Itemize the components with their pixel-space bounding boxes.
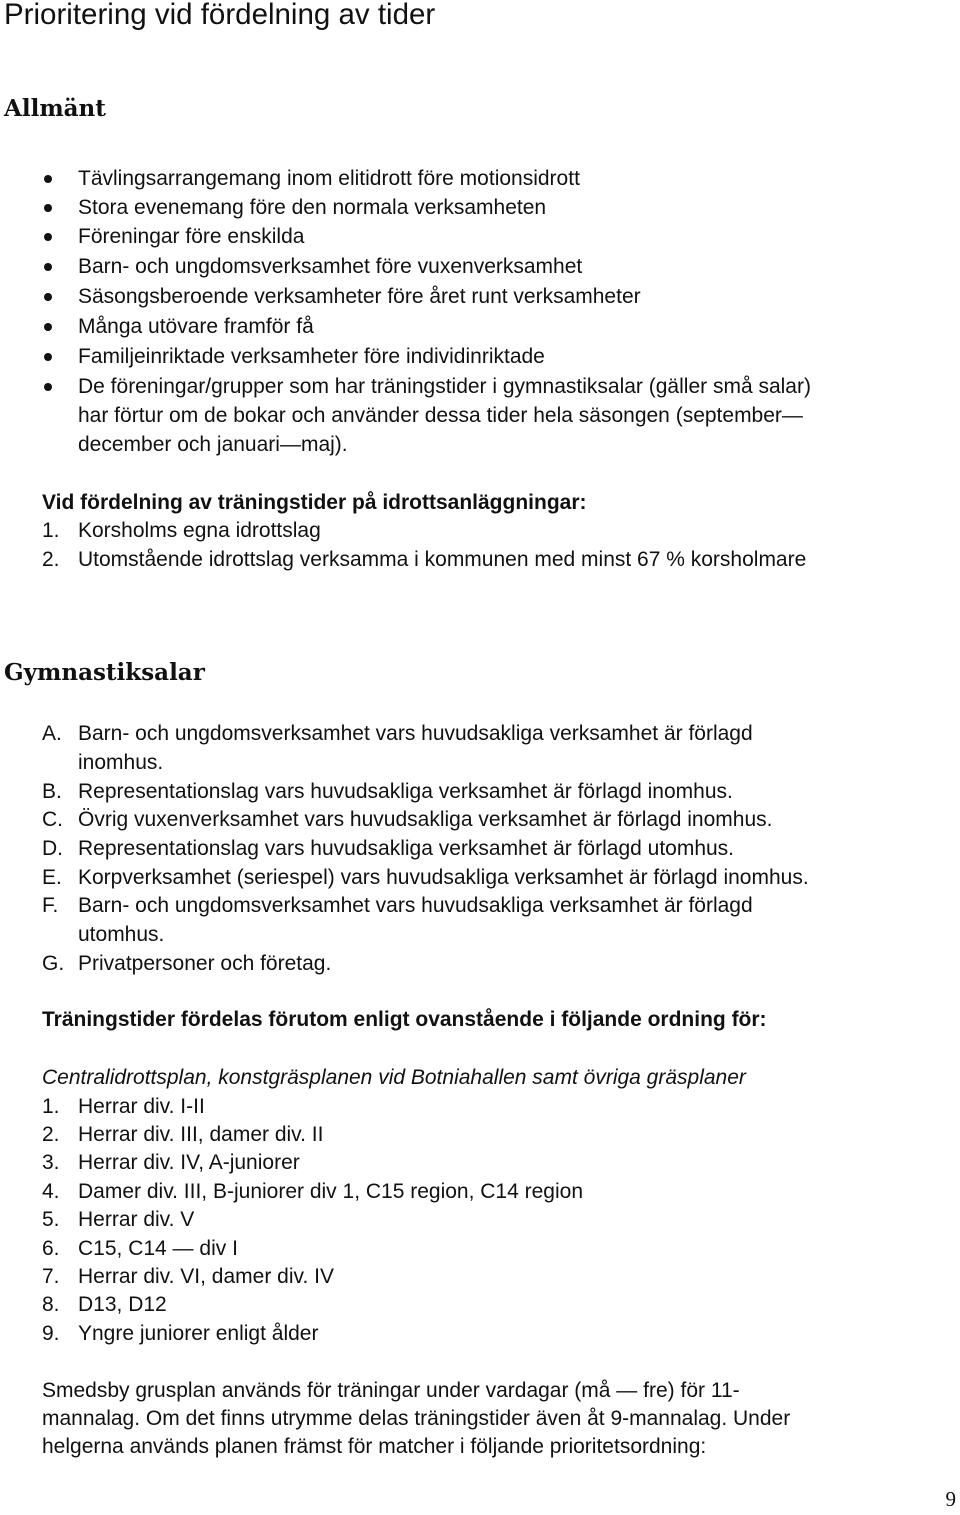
item-text: Herrar div. IV, A-juniorer — [78, 1151, 300, 1174]
item-letter: D. — [42, 837, 63, 860]
bullet-icon — [44, 353, 52, 361]
item-letter: C. — [42, 808, 63, 831]
bullet-text: Barn- och ungdomsverksamhet före vuxenverksamhet — [78, 255, 583, 278]
item-number: 2. — [42, 1123, 60, 1146]
bullet-icon — [44, 175, 52, 183]
item-text-line: inomhus. — [78, 751, 164, 774]
bullet-text: Många utövare framför få — [78, 315, 314, 338]
item-letter: F. — [42, 894, 59, 917]
item-text: Herrar div. VI, damer div. IV — [78, 1265, 334, 1288]
item-text-line: Representationslag vars huvudsakliga verksamhet är förlagd utomhus. — [78, 837, 735, 860]
page-number: 9 — [945, 1487, 956, 1511]
bullet-text: Familjeinriktade verksamheter före individinriktade — [78, 345, 545, 368]
item-letter: G. — [42, 952, 65, 975]
item-number: 9. — [42, 1322, 60, 1345]
item-text-line: Övrig vuxenverksamhet vars huvudsakliga verksamhet är förlagd inomhus. — [78, 808, 773, 831]
bullet-text: Säsongsberoende verksamheter före året runt verksamheter — [78, 285, 641, 308]
subsection-heading-anlaggningar: Vid fördelning av träningstider på idrottsanläggningar: — [42, 491, 587, 514]
bullet-text-line: De föreningar/grupper som har träningstider i gymnastiksalar (gäller små salar) — [78, 375, 811, 398]
bullet-icon — [44, 323, 52, 331]
item-number: 1. — [42, 519, 60, 542]
item-text: Herrar div. I-II — [78, 1095, 205, 1118]
item-number: 2. — [42, 548, 60, 571]
item-text-line: Korpverksamhet (seriespel) vars huvudsakliga verksamhet är förlagd inomhus. — [78, 866, 809, 889]
item-number: 7. — [42, 1265, 60, 1288]
item-number: 8. — [42, 1293, 60, 1316]
page-title: Prioritering vid fördelning av tider — [4, 0, 436, 31]
item-text: Damer div. III, B-juniorer div 1, C15 region, C14 region — [78, 1180, 584, 1203]
bullet-text: Föreningar före enskilda — [78, 225, 305, 248]
item-letter: A. — [42, 722, 62, 745]
section-heading-allmant: Allmänt — [4, 95, 106, 122]
item-text: Utomstående idrottslag verksamma i kommunen med minst 67 % korsholmare — [78, 548, 807, 571]
item-text-line: Privatpersoner och företag. — [78, 952, 332, 975]
item-letter: B. — [42, 780, 62, 803]
item-text-line: Barn- och ungdomsverksamhet vars huvudsakliga verksamhet är förlagd — [78, 894, 753, 917]
paragraph-line: helgerna används planen främst för matcher i följande prioritetsordning: — [42, 1435, 707, 1458]
item-number: 1. — [42, 1095, 60, 1118]
bullet-icon — [44, 383, 52, 391]
bullet-icon — [44, 204, 52, 212]
bullet-text: Stora evenemang före den normala verksamheten — [78, 196, 547, 219]
subheading-centralidrottsplan: Centralidrottsplan, konstgräsplanen vid Botniahallen samt övriga gräsplaner — [42, 1066, 746, 1089]
paragraph-line: mannalag. Om det finns utrymme delas träningstider även åt 9-mannalag. Under — [42, 1407, 791, 1430]
item-number: 5. — [42, 1208, 60, 1231]
item-text: C15, C14 — div I — [78, 1237, 238, 1260]
item-text: Herrar div. V — [78, 1208, 195, 1231]
item-text: D13, D12 — [78, 1293, 167, 1316]
bullet-icon — [44, 293, 52, 301]
item-number: 4. — [42, 1180, 60, 1203]
item-text: Korsholms egna idrottslag — [78, 519, 321, 542]
bullet-icon — [44, 263, 52, 271]
section-heading-gymnastiksalar: Gymnastiksalar — [4, 659, 205, 686]
bullet-icon — [44, 233, 52, 241]
paragraph-line: Smedsby grusplan används för träningar under vardagar (må — fre) för 11- — [42, 1379, 740, 1402]
item-number: 6. — [42, 1237, 60, 1260]
item-text: Herrar div. III, damer div. II — [78, 1123, 324, 1146]
bullet-text-line: har förtur om de bokar och använder dessa tider hela säsongen (september— — [78, 404, 803, 427]
item-text-line: Barn- och ungdomsverksamhet vars huvudsakliga verksamhet är förlagd — [78, 722, 753, 745]
item-text: Yngre juniorer enligt ålder — [78, 1322, 319, 1345]
subsection-heading-traningstider: Träningstider fördelas förutom enligt ovanstående i följande ordning för: — [42, 1008, 767, 1031]
item-letter: E. — [42, 866, 62, 889]
bullet-text-line: december och januari—maj). — [78, 433, 348, 456]
bullet-text: Tävlingsarrangemang inom elitidrott före motionsidrott — [78, 167, 580, 190]
item-number: 3. — [42, 1151, 60, 1174]
item-text-line: Representationslag vars huvudsakliga verksamhet är förlagd inomhus. — [78, 780, 733, 803]
item-text-line: utomhus. — [78, 923, 165, 946]
